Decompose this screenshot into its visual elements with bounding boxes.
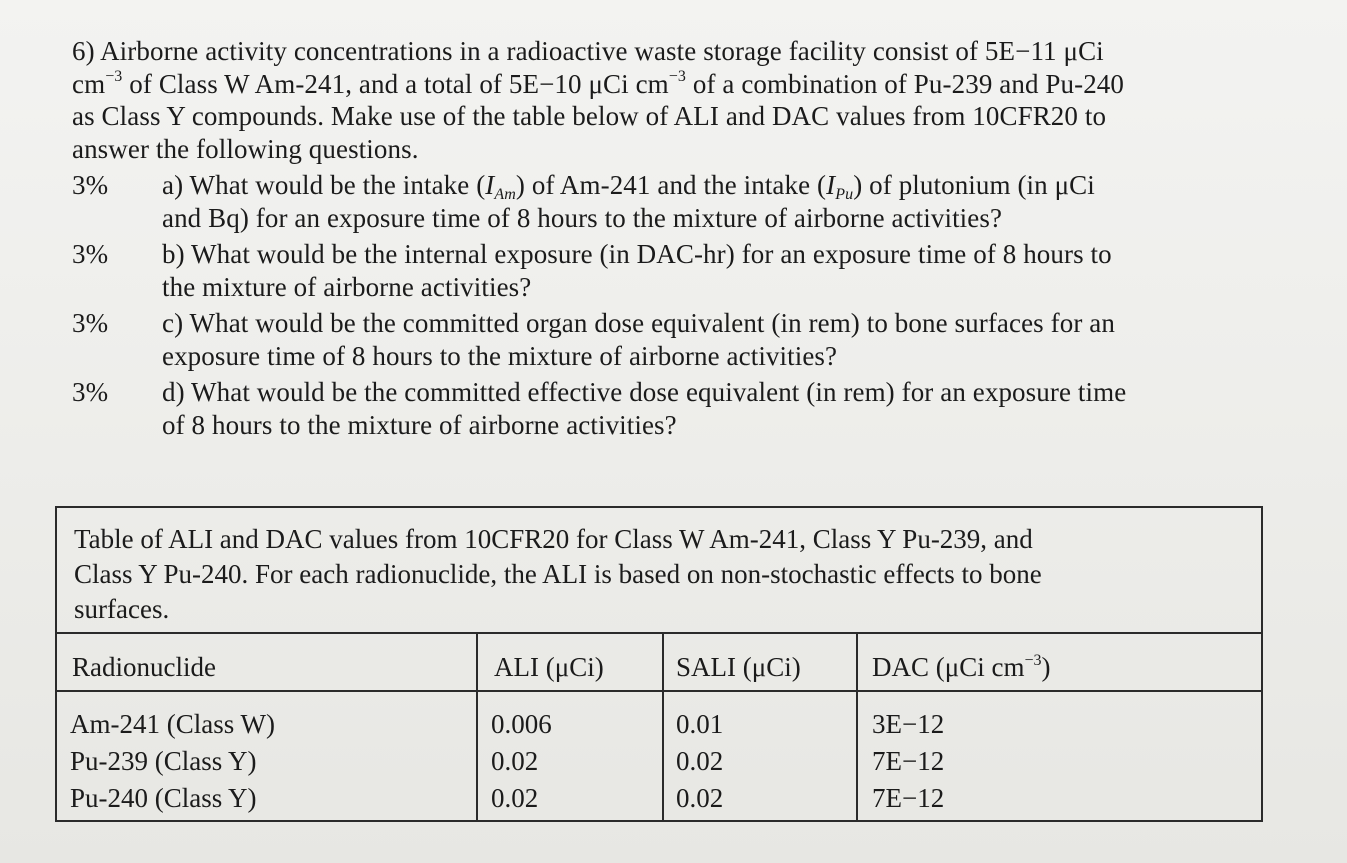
problem-text-2a: cm	[72, 68, 106, 99]
header-dac-text: )	[1041, 652, 1051, 682]
question-text-line-2: the mixture of airborne activities?	[162, 271, 532, 302]
header-sali: SALI (μCi)	[676, 652, 801, 682]
problem-line-4: answer the following questions.	[72, 133, 419, 164]
table-cell: 0.02	[491, 746, 539, 776]
points-label: 3%	[72, 170, 109, 200]
problem-line-3: as Class Y compounds. Make use of the table below of ALI and DAC values from 10CFR20 to	[72, 101, 1107, 131]
column-divider	[662, 632, 664, 820]
question-part-d	[72, 376, 1272, 441]
table-cell: 0.02	[676, 783, 724, 813]
table-cell: 3E−12	[872, 709, 945, 739]
problem-text-1: Airborne activity concentrations in a radioactive waste storage facility consist of 5E−11 μCi	[100, 36, 1104, 66]
question-text-line-2: of 8 hours to the mixture of airborne activities?	[162, 409, 677, 440]
symbol: I	[485, 170, 495, 200]
question-text: b) What would be the internal exposure (in DAC-hr) for an exposure time of 8 hours to	[162, 239, 1112, 269]
question-part-a	[72, 169, 1272, 234]
column-divider	[476, 632, 478, 820]
question-part-c	[72, 307, 1272, 372]
table-cell: 7E−12	[872, 783, 945, 813]
points-label: 3%	[72, 377, 109, 407]
table-cell: Pu-239 (Class Y)	[70, 746, 257, 776]
caption-line-1: Table of ALI and DAC values from 10CFR20 for Class W Am-241, Class Y Pu-239, and	[74, 524, 1033, 554]
problem-line-1	[72, 35, 1272, 68]
symbol: I	[826, 170, 836, 200]
ali-dac-table	[55, 506, 1263, 822]
header-radionuclide: Radionuclide	[72, 652, 216, 682]
header-dac	[872, 649, 1051, 685]
sali-column	[676, 706, 723, 817]
table-cell: 0.01	[676, 709, 724, 739]
question-text: c) What would be the committed organ dose equivalent (in rem) to bone surfaces for an	[162, 308, 1115, 338]
exponent: −3	[105, 67, 123, 85]
question-text-segment: a) What would be the intake (	[162, 170, 486, 200]
exponent: −3	[1024, 652, 1042, 669]
table-divider	[57, 632, 1261, 634]
table-cell: 0.02	[676, 746, 724, 776]
radionuclide-column	[70, 706, 275, 817]
header-ali: ALI (μCi)	[494, 652, 604, 682]
question-part-b	[72, 238, 1272, 303]
exponent: −3	[668, 67, 687, 85]
question-text	[162, 169, 1272, 202]
question-text-line-2: exposure time of 8 hours to the mixture of airborne activities?	[162, 340, 838, 371]
caption-line-2: Class Y Pu-240. For each radionuclide, the ALI is based on non-stochastic effects to bone	[74, 559, 1042, 589]
table-cell: Pu-240 (Class Y)	[70, 783, 257, 813]
subscript: Pu	[835, 186, 854, 203]
dac-column	[872, 706, 944, 817]
column-divider	[856, 632, 858, 820]
problem-number: 6)	[72, 36, 95, 66]
problem-text-2c: of a combination of Pu-239 and Pu-240	[686, 68, 1125, 99]
table-cell: 0.006	[491, 709, 552, 739]
intake-symbol-pu	[826, 170, 854, 203]
question-text-line-2: and Bq) for an exposure time of 8 hours to the mixture of airborne activities?	[162, 202, 1003, 233]
question-text: d) What would be the committed effective dose equivalent (in rem) for an exposure time	[162, 377, 1127, 407]
header-dac-text: DAC (μCi cm	[872, 652, 1025, 682]
ali-column	[491, 706, 552, 817]
problem-statement	[72, 35, 1272, 441]
table-cell: 7E−12	[872, 746, 945, 776]
question-text-segment: ) of plutonium (in μCi	[853, 170, 1095, 200]
table-caption	[74, 522, 1234, 627]
subscript: Am	[494, 186, 516, 203]
problem-text-2b: of Class W Am-241, and a total of 5E−10 μCi cm	[122, 68, 669, 99]
caption-line-3: surfaces.	[74, 594, 170, 624]
points-label: 3%	[72, 308, 109, 338]
points-label: 3%	[72, 239, 109, 269]
table-cell: Am-241 (Class W)	[70, 709, 275, 739]
question-text-segment: ) of Am-241 and the intake (	[515, 170, 827, 200]
problem-line-2	[72, 68, 1272, 101]
table-divider	[57, 690, 1261, 692]
intake-symbol-am	[485, 170, 516, 203]
table-cell: 0.02	[491, 783, 539, 813]
